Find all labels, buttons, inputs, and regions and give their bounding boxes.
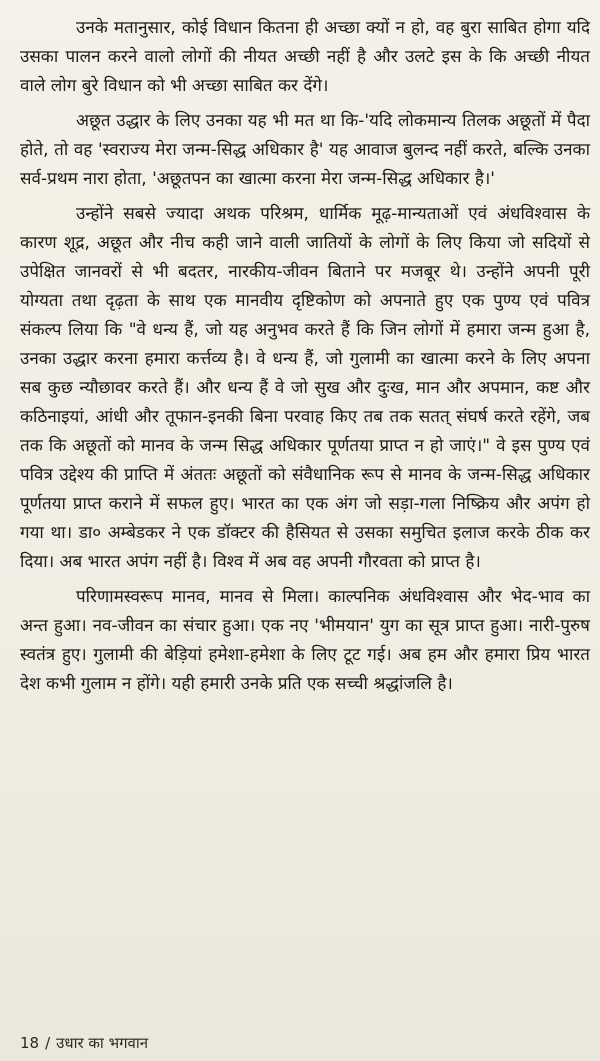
- footer-separator: /: [45, 1034, 51, 1052]
- paragraph-1: उनके मतानुसार, कोई विधान कितना ही अच्छा क्यों न हो, वह बुरा साबित होगा यदि उसका पालन करने वालो लोगों की नीयत अच्छी नहीं है और उलटे इस के कि अच्छी नीयत वाले लोग बुरे विधान को भी अच्छा साबित कर देंगे।: [20, 18, 590, 96]
- paragraph-2: अछूत उद्धार के लिए उनका यह भी मत था कि-'यदि लोकमान्य तिलक अछूतों में पैदा होते, तो वह 'स्वराज्य मेरा जन्म-सिद्ध अधिकार है' यह आवाज बुलन्द नहीं करते, बल्कि उनका सर्व-प्रथम नारा होता, 'अछूतपन का खात्मा करना मेरा जन्म-सिद्ध अधिकार है।': [20, 111, 590, 189]
- book-title: उधार का भगवान: [56, 1034, 149, 1052]
- paragraph-3: उन्होंने सबसे ज्यादा अथक परिश्रम, धार्मिक मूढ़-मान्यताओं एवं अंधविश्वास के कारण शूद्र, अछूत और नीच कही जाने वाली जातियों के लोगों के लिए किया जो सदियों से उपेक्षित जानवरों से भी बदतर, नारकीय-जीवन बिताने पर मजबूर थे। उन्होंने अपनी पूरी योग्यता तथा दृढ़ता के साथ एक मानवीय दृष्टिकोण को अपनाते हुए एक पुण्य एवं पवित्र संकल्प लिया कि "वे धन्य हैं, जो यह अनुभव करते हैं कि जिन लोगों में हमारा जन्म हुआ है, उनका उद्धार करना हमारा कर्त्तव्य है। वे धन्य हैं, जो गुलामी का खात्मा करने के लिए अपना सब कुछ न्यौछावर करते हैं। और धन्य हैं वे जो सुख और दुःख, मान और अपमान, कष्ट और कठिनाइयां, आंधी और तूफान-इनकी बिना परवाह किए तब तक सतत् संघर्ष करते रहेंगे, जब तक कि अछूतों को मानव के जन्म सिद्ध अधिकार पूर्णतया प्राप्त न हो जाएं।" वे इस पुण्य एवं पवित्र उद्देश्य की प्राप्ति में अंततः अछूतों को संवैधानिक रूप से मानव के जन्म-सिद्ध अधिकार पूर्णतया प्राप्त कराने में सफल हुए। भारत का एक अंग जो सड़ा-गला निष्क्रिय और अपंग हो गया था। डा० अम्बेडकर ने एक डॉक्टर की हैसियत से उसका समुचित इलाज करके ठीक कर दिया। अब भारत अपंग नहीं है। विश्व में अब वह अपनी गौरवता को प्राप्त है।: [20, 204, 590, 572]
- page-number: 18: [20, 1034, 40, 1052]
- page-footer: [20, 1033, 148, 1053]
- page-body: [20, 14, 590, 705]
- paragraph-4: परिणामस्वरूप मानव, मानव से मिला। काल्पनिक अंधविश्वास और भेद-भाव का अन्त हुआ। नव-जीवन का संचार हुआ। एक नए 'भीमयान' युग का सूत्र प्राप्त हुआ। नारी-पुरुष स्वतंत्र हुए। गुलामी की बेड़ियां हमेशा-हमेशा के लिए टूट गई। अब हम और हमारा प्रिय भारत देश कभी गुलाम न होंगे। यही हमारी उनके प्रति एक सच्ची श्रद्धांजलि है।: [20, 587, 590, 694]
